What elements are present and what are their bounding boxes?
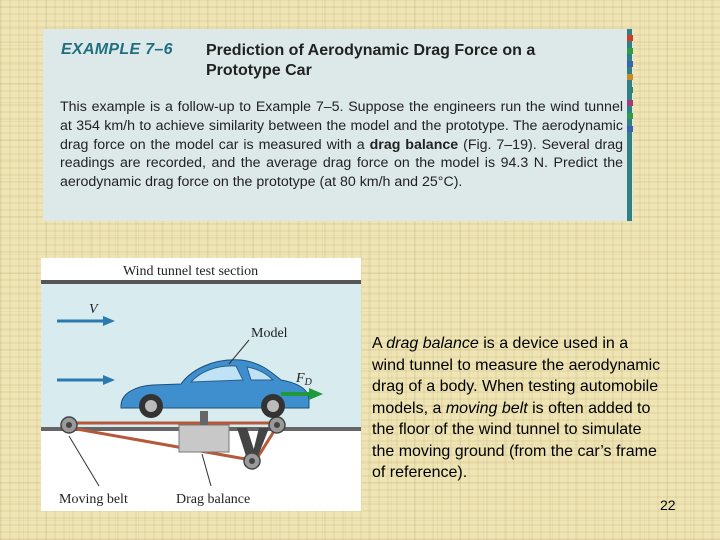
moving-belt-leader <box>69 436 99 486</box>
example-body-text-1: This example is a follow-up to Example 7–5. Suppose the engineers run the wind tunnel at 354 km/h to achieve similarity between the model and the prototype. The aerodynamic drag force on the model car is measured with a <box>60 99 623 153</box>
edge-mark <box>627 126 633 132</box>
edge-mark <box>627 87 633 93</box>
edge-mark <box>627 61 633 67</box>
example-label: EXAMPLE 7–6 <box>61 41 173 58</box>
drag-balance-label: Drag balance <box>176 492 251 507</box>
drag-balance-body <box>179 425 229 452</box>
wind-tunnel-figure <box>41 258 361 511</box>
velocity-label: V <box>89 302 98 317</box>
example-edge-marks <box>627 29 633 221</box>
edge-mark <box>627 74 633 80</box>
pulley-left <box>61 417 77 433</box>
figure-title: Wind tunnel test section <box>123 264 259 279</box>
pulley-bottom <box>244 453 260 469</box>
edge-mark <box>627 113 633 119</box>
model-mount-post <box>200 411 208 425</box>
pulley-right <box>269 417 285 433</box>
wind-tunnel-diagram <box>41 258 361 511</box>
example-body <box>60 98 623 192</box>
force-label-subscript: D <box>304 377 312 388</box>
edge-mark <box>627 35 633 41</box>
example-panel <box>43 29 633 221</box>
edge-mark <box>627 48 633 54</box>
example-title: Prediction of Aerodynamic Drag Force on a Prototype Car <box>206 42 536 79</box>
caption-text-1: A <box>372 335 387 352</box>
caption-text-3: is often added to the floor of the wind tunnel to simulate the moving ground (from the car’s frame of reference). <box>372 399 657 481</box>
force-label-main: F <box>296 371 305 386</box>
caption-term-drag-balance: drag balance <box>386 335 479 352</box>
caption-text-2: is a device used in a wind tunnel to measure the aerodynamic drag of a body. When testing automobile models, a <box>372 335 661 417</box>
edge-mark <box>627 100 633 106</box>
model-label: Model <box>251 326 288 341</box>
caption-term-moving-belt: moving belt <box>445 399 528 417</box>
moving-belt-label: Moving belt <box>59 492 128 507</box>
figure-caption <box>372 333 662 484</box>
drag-balance-leader <box>202 454 211 486</box>
example-body-text-2: (Fig. 7–19). Several drag readings are recorded, and the average drag force on the model is 94.3 N. Predict the aerodynamic drag force on the prototype (at 80 km/h and 25°C). <box>60 136 624 191</box>
tunnel-top-wall <box>41 280 361 284</box>
page-number: 22 <box>660 497 676 513</box>
example-body-keyword: drag balance <box>369 136 459 153</box>
